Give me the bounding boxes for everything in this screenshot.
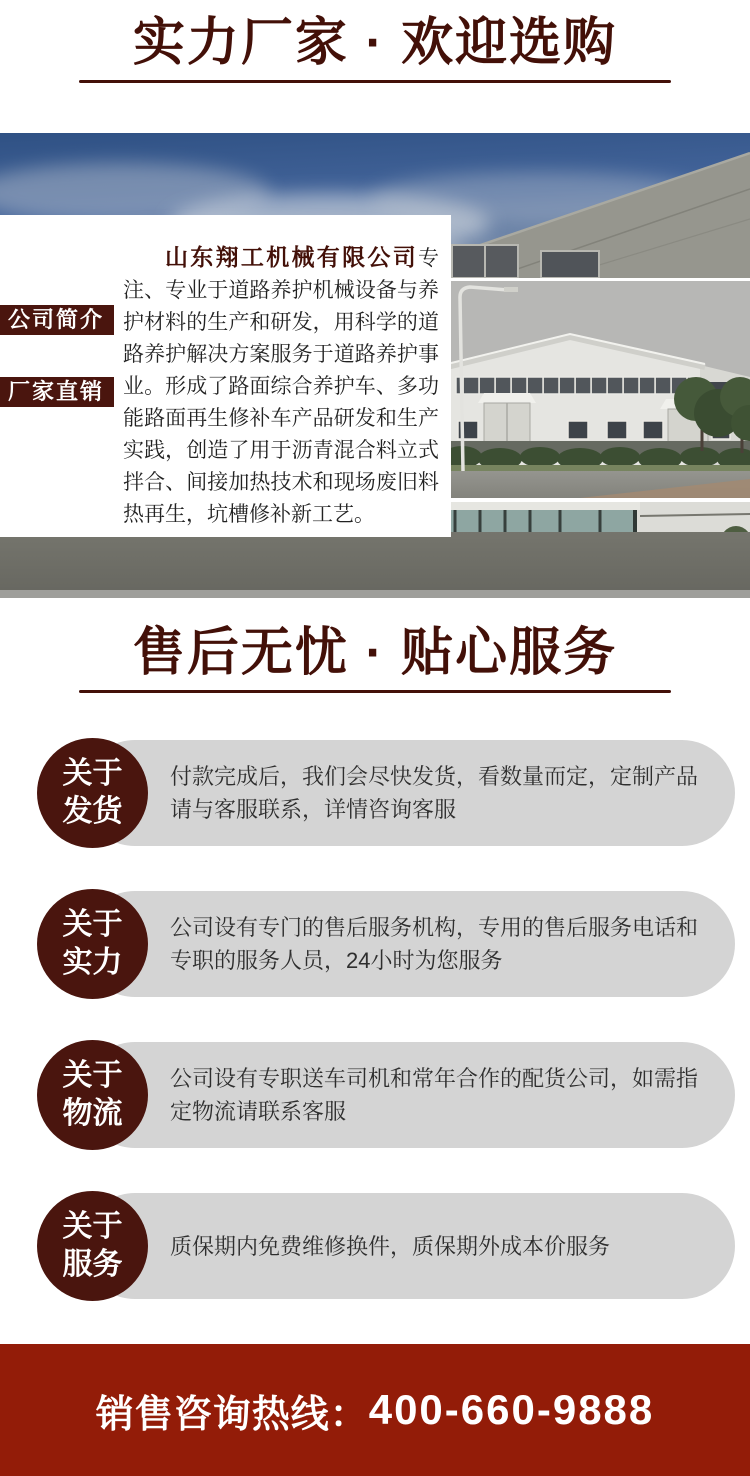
top-banner [0, 0, 750, 133]
company-name: 山东翔工机械有限公司 [165, 244, 418, 270]
badge-line-bottom: 物流 [62, 1097, 123, 1130]
badge-line-top: 关于 [62, 1210, 123, 1243]
label-company-profile: 公司简介 [0, 305, 114, 335]
service-divider [79, 690, 671, 693]
company-intro-box [0, 215, 451, 537]
hotline-bar [0, 1344, 750, 1476]
company-intro-body: 专注、专业于道路养护机械设备与养护材料的生产和研发，用科学的道路养护解决方案服务于道路养护事业。形成了路面综合养护车、多功能路面再生修补车产品研发和生产实践，创造了用于沥青混合料立式拌合、间接加热技术和现场废旧料热再生，坑槽修补新工艺。 [123, 247, 439, 526]
service-item-text: 质保期内免费维修换件，质保期外成本价服务 [170, 1233, 611, 1259]
service-item-badge [37, 738, 148, 848]
service-item-service [0, 1191, 750, 1301]
top-banner-divider [79, 80, 671, 83]
service-item-strength [0, 889, 750, 999]
spacer [0, 1301, 750, 1344]
service-pill [82, 740, 735, 846]
company-intro-paragraph [123, 241, 439, 531]
badge-line-bottom: 服务 [62, 1248, 123, 1281]
service-item-logistics [0, 1040, 750, 1150]
factory-photo-collage [0, 133, 750, 598]
hotline-label: 销售咨询热线： [95, 1393, 369, 1436]
service-item-text: 公司设有专职送车司机和常年合作的配货公司，如需指定物流请联系客服 [170, 1066, 699, 1124]
badge-line-top: 关于 [62, 757, 123, 790]
service-item-badge [37, 1191, 148, 1301]
service-title: 售后无忧 · 贴心服务 [132, 624, 618, 682]
service-header [0, 598, 750, 738]
badge-line-bottom: 实力 [62, 946, 123, 979]
hotline-phone-number: 400-660-9888 [368, 1386, 655, 1433]
service-item-badge [37, 1040, 148, 1150]
badge-line-top: 关于 [62, 1059, 123, 1092]
service-items [0, 738, 750, 1301]
badge-line-bottom: 发货 [62, 795, 123, 828]
service-item-shipping [0, 738, 750, 848]
service-item-text: 公司设有专门的售后服务机构，专用的售后服务电话和专职的服务人员，24小时为您服务 [170, 915, 699, 973]
service-pill [82, 1042, 735, 1148]
service-item-text: 付款完成后，我们会尽快发货，看数量而定，定制产品请与客服联系，详情咨询客服 [170, 764, 699, 822]
service-item-badge [37, 889, 148, 999]
label-factory-direct: 厂家直销 [0, 377, 114, 407]
badge-line-top: 关于 [62, 908, 123, 941]
service-pill [82, 891, 735, 997]
service-pill [82, 1193, 735, 1299]
top-banner-title: 实力厂家 · 欢迎选购 [132, 14, 618, 72]
